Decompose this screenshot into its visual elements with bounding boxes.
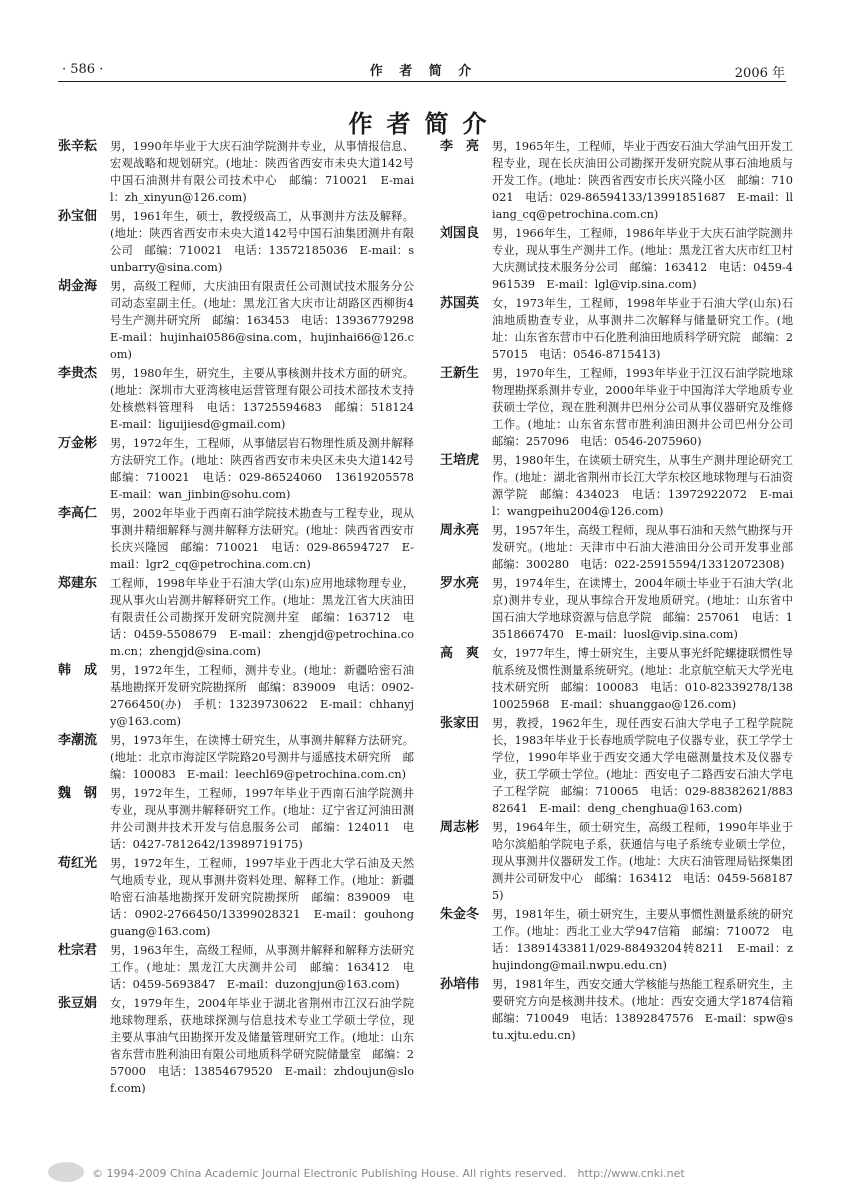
author-entry (440, 295, 793, 363)
author-entry (440, 976, 805, 1044)
author-entry (440, 365, 805, 450)
author-name: 胡金海 (58, 279, 98, 294)
author-entry (440, 225, 793, 293)
page-header (62, 58, 785, 82)
year: 2006 年 (734, 66, 785, 81)
author-entry (440, 575, 793, 643)
author-bio: 男，1980年生，在读硕士研究生，从事生产测井理论研究工作。(地址：湖北省荆州市长江大学东校区地球物理与石油资源学院 邮编：434023 电话：13972922072 E-mail：wangpeihu2004@126.com) (492, 454, 793, 518)
author-entry (58, 278, 426, 363)
author-bio: 男，1972年生，工程师，从事储层岩石物理性质及测井解释方法研究工作。(地址：陕西省西安市未央区未央大道142号 邮编：710021 电话：029-86524060 13619205578 E-mail：wan_jinbin@sohu.com) (110, 437, 426, 501)
author-entry (58, 365, 426, 433)
left-column (58, 138, 426, 1099)
author-entry (58, 942, 414, 993)
author-bio: 男，1972年生，工程师，1997毕业于西北大学石油及天然气地质专业，现从事测井资料处理、解释工作。(地址：新疆哈密石油基地勘探开发研究院勘探所 邮编：839009 电话：0902-2766450/13399028321 E-mail：gouhongguang@163.com) (110, 857, 414, 938)
author-bio: 男，高级工程师，大庆油田有限责任公司测试技术服务分公司动态室副主任。(地址：黑龙江省大庆市让胡路区西柳街4号生产测井研究所 邮编：163453 电话：13936779298 E-mail：hujinhai0586@sina.com，hujinhai66@126.com) (110, 280, 426, 361)
author-bio: 男，1981年生，硕士研究生，主要从事惯性测量系统的研究工作。(地址：西北工业大学947信箱 邮编：710072 电话：13891433811/029-88493204转8211 E-mail：zhujindong@mail.nwpu.edu.cn) (492, 908, 793, 972)
author-bio: 男，1963年生，高级工程师，从事测井解释和解释方法研究工作。(地址：黑龙江大庆测井公司 邮编：163412 电话：0459-5693847 E-mail：duzongjun@163.com) (110, 944, 414, 991)
author-bio: 男，1970年生，工程师，1993年毕业于江汉石油学院地球物理勘探系测井专业，2000年毕业于中国海洋大学地质专业获硕士学位，现在胜利测井巴州分公司从事仪器研究及维修工作。(地址：山东省东营市胜利油田测井公司巴州分公司 邮编：257096 电话：0546-2075960) (492, 367, 805, 448)
author-bio: 女，1979年生，2004年毕业于湖北省荆州市江汉石油学院地球物理系，获地球探测与信息技术专业工学硕士学位，现主要从事油气田勘探开发及储量管理研究工作。(地址：山东省东营市胜利油田有限公司地质科学研究院储量室 邮编：257000 电话：13854679520 E-mail：zhdoujun@slof.com) (110, 997, 414, 1095)
author-name: 刘国良 (440, 226, 480, 241)
author-bio: 男，1964年生，硕士研究生，高级工程师，1990年毕业于哈尔滨船舶学院电子系，获通信与电子系统专业硕士学位，现从事测井仪器研发工作。(地址：大庆石油管理局钻探集团测井公司研发中心 邮编：163412 电话：0459-5681875) (492, 821, 793, 902)
author-bio: 男，1974年生，在读博士，2004年硕士毕业于石油大学(北京)测井专业，现从事综合开发地质研究。(地址：山东省中国石油大学地球资源与信息学院 邮编：257061 电话：13518667470 E-mail：luosl@vip.sina.com) (492, 577, 793, 641)
author-bio: 男，1966年生，工程师，1986年毕业于大庆石油学院测井专业，现从事生产测井工作。(地址：黑龙江省大庆市红卫村大庆测试技术服务分公司 邮编：163412 电话：0459-4961539 E-mail：lgl@vip.sina.com) (492, 227, 793, 291)
author-entry (58, 732, 414, 783)
author-entry (58, 138, 414, 206)
author-name: 万金彬 (58, 436, 98, 451)
page-title: 作者简介 (348, 109, 501, 138)
author-entry (440, 138, 793, 223)
author-bio: 男，1957年生，高级工程师，现从事石油和天然气勘探与开发研究。(地址：天津市中石油大港油田分公司开发事业部 邮编：300280 电话：022-25915594/13312072308) (492, 524, 805, 571)
author-name: 朱金冬 (440, 907, 480, 922)
author-entry (440, 715, 793, 817)
author-name: 周志彬 (440, 820, 480, 835)
author-entry (58, 785, 414, 853)
author-bio: 男，1973年生，在读博士研究生，从事测井解释方法研究。(地址：北京市海淀区学院路20号测井与遥感技术研究所 邮编：100083 E-mail：leechl69@petrochina.com.cn) (110, 734, 414, 781)
author-entry (58, 575, 414, 660)
cnki-logo-icon (48, 1162, 84, 1182)
author-bio: 男，2002年毕业于西南石油学院技术勘查与工程专业，现从事测井精细解释与测井解释方法研究。(地址：陕西省西安市长庆兴隆园 邮编：710021 电话：029-86594727 E-mail：lgr2_cq@petrochina.com.cn) (110, 507, 414, 571)
author-bio: 男，1981年生，西安交通大学核能与热能工程系研究生，主要研究方向是核测井技术。(地址：西安交通大学1874信箱 邮编：710049 电话：13892847576 E-mail：spw@stu.xjtu.edu.cn) (492, 978, 805, 1042)
author-name: 周永亮 (440, 523, 480, 538)
author-name: 张豆娟 (58, 996, 98, 1011)
author-name: 魏 钢 (58, 786, 98, 801)
author-name: 王培虎 (440, 453, 480, 468)
copyright-footer (40, 1162, 830, 1186)
page-number: · 586 · (62, 62, 104, 77)
author-entry (440, 819, 793, 904)
author-bio: 工程师，1998年毕业于石油大学(山东)应用地球物理专业，现从事火山岩测井解释研究工作。(地址：黑龙江省大庆油田有限责任公司勘探开发研究院测井室 邮编：163712 电话：0459-5508679 E-mail：zhengjd@petrochina.com.cn；zhengjd@sina.com) (110, 577, 414, 658)
author-name: 杜宗君 (58, 943, 98, 958)
author-entry (58, 855, 414, 940)
author-bio: 男，1961年生，硕士，教授级高工，从事测井方法及解释。(地址：陕西省西安市未央大道142号中国石油集团测井有限公司 邮编：710021 电话：13572185036 E-mail：sunbarry@sina.com) (110, 210, 414, 274)
author-name: 苟红光 (58, 856, 98, 871)
author-name: 郑建东 (58, 576, 98, 591)
author-entry (58, 505, 414, 573)
author-entry (58, 208, 414, 276)
running-title: 作 者 简 介 (369, 64, 478, 79)
author-entry (58, 435, 426, 503)
author-entry (58, 662, 414, 730)
right-column (440, 138, 805, 1046)
author-bio: 男，1965年生，工程师，毕业于西安石油大学油气田开发工程专业，现在长庆油田公司勘探开发研究院从事石油地质与开发工作。(地址：陕西省西安市长庆兴隆小区 邮编：710021 电话：029-86594133/13991851687 E-mail：lliang_cq@petrochina.com.cn) (492, 140, 793, 221)
author-name: 王新生 (440, 366, 480, 381)
author-entry (58, 995, 414, 1097)
author-name: 李贵杰 (58, 366, 98, 381)
author-bio: 男，1972年生，工程师，1997年毕业于西南石油学院测井专业，现从事测井解释研究工作。(地址：辽宁省辽河油田测井公司测井技术开发与信息服务公司 邮编：124011 电话：0427-7812642/13989719175) (110, 787, 414, 851)
author-name: 孙培伟 (440, 977, 480, 992)
author-entry (440, 452, 793, 520)
author-name: 高 爽 (440, 646, 480, 661)
author-name: 张家田 (440, 716, 480, 731)
author-bio: 女，1973年生，工程师，1998年毕业于石油大学(山东)石油地质勘查专业，从事测井二次解释与储量研究工作。(地址：山东省东营市中石化胜利油田地质科学研究院 邮编：257015 电话：0546-8715413) (492, 297, 793, 361)
author-name: 孙宝佃 (58, 209, 98, 224)
author-name: 苏国英 (440, 296, 480, 311)
author-bio: 男，1972年生，工程师，测井专业。(地址：新疆哈密石油基地勘探开发研究院勘探所 邮编：839009 电话：0902-2766450(办) 手机：13239730622 E-mail：chhanyjy@163.com) (110, 664, 414, 728)
author-bio: 男，教授，1962年生，现任西安石油大学电子工程学院院长，1983年毕业于长春地质学院电子仪器专业，获工学学士学位，1990年毕业于西安交通大学电磁测量技术及仪器专业，获工学硕士学位。(地址：西安电子二路西安石油大学电子工程学院 邮编：710065 电话：029-88382621/88382641 E-mail：deng_chenghua@163.com) (492, 717, 793, 815)
author-name: 李高仁 (58, 506, 98, 521)
author-entry (440, 522, 805, 573)
copyright-text: © 1994-2009 China Academic Journal Electronic Publishing House. All rights reserved. http://www.cnki.net (92, 1167, 685, 1180)
header-rule (58, 81, 786, 82)
author-entry (440, 906, 793, 974)
author-name: 李潮流 (58, 733, 98, 748)
author-name: 罗水亮 (440, 576, 480, 591)
author-entry (440, 645, 793, 713)
author-name: 张辛耘 (58, 139, 98, 154)
author-bio: 女，1977年生，博士研究生，主要从事光纤陀螺捷联惯性导航系统及惯性测量系统研究。(地址：北京航空航天大学光电技术研究所 邮编：100083 电话：010-82339278/13810025968 E-mail：shuanggao@126.com) (492, 647, 793, 711)
author-bio: 男，1980年生，研究生，主要从事核测井技术方面的研究。(地址：深圳市大亚湾核电运营管理有限公司技术部技术支持处核燃料管理科 电话：13725594683 邮编：518124 E-mail：liguijiesd@gmail.com) (110, 367, 426, 431)
author-bio: 男，1990年毕业于大庆石油学院测井专业，从事情报信息、宏观战略和规划研究。(地址：陕西省西安市未央大道142号中国石油测井有限公司技术中心 邮编：710021 E-mail：zh_xinyun@126.com) (110, 140, 414, 204)
author-name: 李 亮 (440, 139, 480, 154)
author-name: 韩 成 (58, 663, 98, 678)
